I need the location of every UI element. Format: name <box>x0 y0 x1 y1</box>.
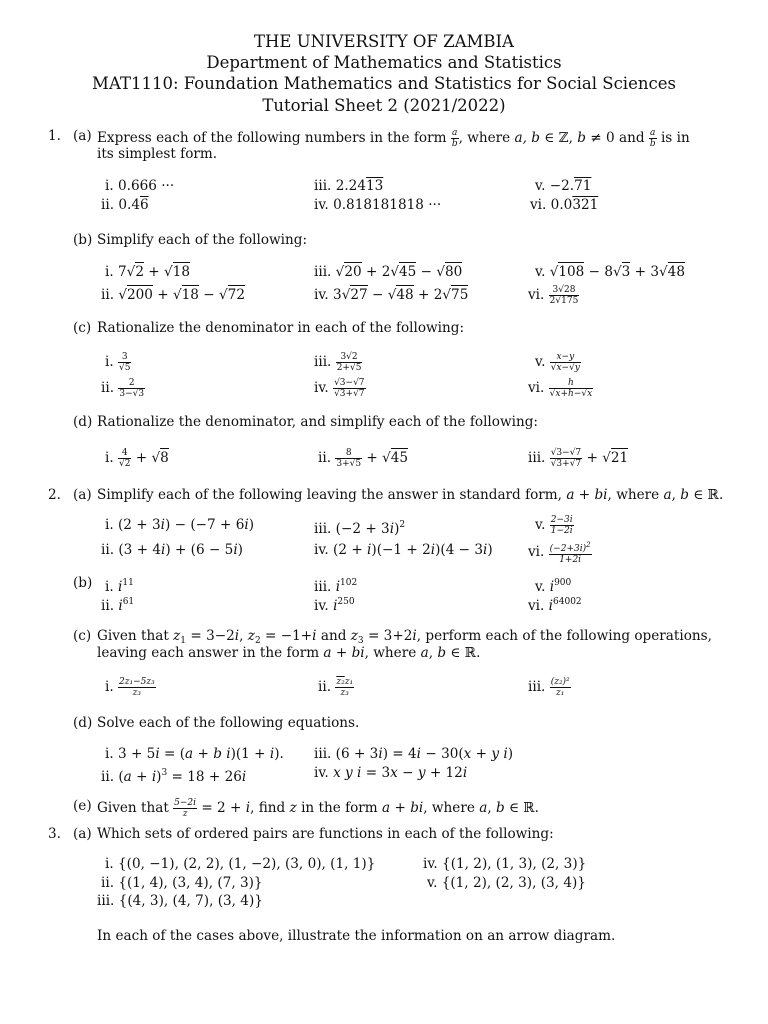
q2b-item-iii: iii. $i^{102}$ <box>314 578 358 595</box>
q2d-item-iii: iii. (6 + 3i) = 4i − 30(x + y i) <box>314 746 514 762</box>
q2a-label: (a) <box>73 487 92 503</box>
course-title: MAT1110: Foundation Mathematics and Statistics for Social Sciences <box>92 74 676 93</box>
q1c-item-i: i. $\frac{3}{√5}$ <box>105 352 131 373</box>
q1c-item-iv: iv. $\frac{√3-√7}{√3+√7}$ <box>314 378 365 399</box>
q1b-item-iv: iv. 3√27 − √48 + 2√75 <box>314 287 469 303</box>
q3a-item-iii: iii. {(4, 3), (4, 7), (3, 4)} <box>97 893 263 909</box>
q1a-instruction: Express each of the following numbers in the form $\frac{a}{b}$ , where a, b ∈ ℤ, b ≠ 0 and $\frac{a}{b}$ is in <box>97 128 690 149</box>
q1a-item-v: v. −2.71 <box>535 178 592 194</box>
q2c-instruction-line2: leaving each answer in the form a + bi, where a, b ∈ ℝ. <box>97 645 481 661</box>
q2c-item-i: i. $\frac{\text{2z₁−5z₃}}{\text{z₃}}$ <box>105 677 155 698</box>
q2d-item-ii: ii. $(a + i)^3 = 18 + 26i$ <box>101 768 247 785</box>
q3a-label: (a) <box>73 826 92 842</box>
q1b-item-i: i. 7√2 + √18 <box>105 264 190 280</box>
q1b-instruction: Simplify each of the following: <box>97 232 308 248</box>
q3a-instruction: Which sets of ordered pairs are functions in each of the following: <box>97 826 554 842</box>
q2a-item-vi: vi. $\frac{(-2+3i)^2}{1+2i}$ <box>528 541 591 565</box>
q2b-label: (b) <box>73 575 93 591</box>
q3a-item-i: i. {(0, −1), (2, 2), (1, −2), (3, 0), (1, 1)} <box>105 856 376 872</box>
q1c-item-v: v. $\frac{x-y}{√x-√y}$ <box>535 352 580 373</box>
q2d-label: (d) <box>73 715 93 731</box>
university-title: THE UNIVERSITY OF ZAMBIA <box>254 32 514 51</box>
q1c-label: (c) <box>73 320 92 336</box>
q2b-item-v: v. $i^{900}$ <box>535 578 572 595</box>
q1d-item-ii: ii. $\frac{8}{3+√5}$ + √45 <box>318 448 409 469</box>
q1c-instruction: Rationalize the denominator in each of the following: <box>97 320 465 336</box>
q3a-item-iv: iv. {(1, 2), (1, 3), (2, 3)} <box>423 856 587 872</box>
q2c-item-ii: ii. $\frac{\text{z₂z₁}}{\text{z₃}}$ <box>318 677 354 698</box>
q1a-label: (a) <box>73 128 92 144</box>
q1d-instruction: Rationalize the denominator, and simplify each of the following: <box>97 414 538 430</box>
q2b-item-i: i. $i^{11}$ <box>105 578 134 595</box>
q1c-item-iii: iii. $\frac{3√2}{2+√5}$ <box>314 352 362 373</box>
q1a-instruction-line2: its simplest form. <box>97 146 218 162</box>
q2a-item-iii: iii. $(-2 + 3i)^2$ <box>314 520 406 537</box>
q2a-item-ii: ii. (3 + 4i) + (6 − 5i) <box>101 542 243 558</box>
q3a-note: In each of the cases above, illustrate the information on an arrow diagram. <box>97 928 616 944</box>
q2a-item-i: i. (2 + 3i) − (−7 + 6i) <box>105 517 255 533</box>
q2c-item-iii: iii. $\frac{\text{(z₂)²}}{\text{z₁}}$ <box>528 677 570 698</box>
q1b-item-iii: iii. √20 + 2√45 − √80 <box>314 264 463 280</box>
q1a-item-vi: vi. 0.0321 <box>530 197 599 213</box>
q1d-label: (d) <box>73 414 93 430</box>
q2a-instruction: Simplify each of the following leaving the answer in standard form, a + bi, where a, b ∈ ℝ. <box>97 487 724 503</box>
q2c-instruction: Given that $z_1 = 3-2i$, $z_2 = -1+i$ and $z_3 = 3+2i$, perform each of the following operations, <box>97 628 712 646</box>
question-1-number: 1. <box>48 128 61 144</box>
q1b-item-v: v. √108 − 8√3 + 3√48 <box>535 264 685 280</box>
q1b-item-vi: vi. $\frac{3√28}{2√175}$ <box>528 285 579 306</box>
q2b-item-ii: ii. $i^{61}$ <box>101 597 135 614</box>
q2d-item-iv: iv. x y i = 3x − y + 12i <box>314 765 468 781</box>
q1c-item-vi: vi. $\frac{h}{√x+h-√x}$ <box>528 378 593 399</box>
sheet-title: Tutorial Sheet 2 (2021/2022) <box>262 96 506 115</box>
q3a-item-v: v. {(1, 2), (2, 3), (3, 4)} <box>427 875 586 891</box>
q1d-item-i: i. $\frac{4}{√2}$ + √8 <box>105 448 169 469</box>
q1b-label: (b) <box>73 232 93 248</box>
question-3-number: 3. <box>48 826 61 842</box>
q2d-item-i: i. 3 + 5i = (a + b i)(1 + i). <box>105 746 284 762</box>
q1b-item-ii: ii. √200 + √18 − √72 <box>101 287 245 303</box>
q2c-label: (c) <box>73 628 92 644</box>
q3a-item-ii: ii. {(1, 4), (3, 4), (7, 3)} <box>101 875 263 891</box>
question-2-number: 2. <box>48 487 61 503</box>
q2b-item-vi: vi. $i^{64002}$ <box>528 597 582 614</box>
q2a-item-iv: iv. (2 + i)(−1 + 2i)(4 − 3i) <box>314 542 493 558</box>
q1c-item-ii: ii. $\frac{2}{3-√3}$ <box>101 378 145 399</box>
q2e-instruction: Given that $\frac{5-2i}{z}$ = 2 + i, find z in the form a + bi, where a, b ∈ ℝ. <box>97 798 539 819</box>
department-title: Department of Mathematics and Statistics <box>206 53 562 72</box>
q1d-item-iii: iii. $\frac{√3-√7}{√3+√7}$ + √21 <box>528 448 629 469</box>
q2e-label: (e) <box>73 798 92 814</box>
q2d-instruction: Solve each of the following equations. <box>97 715 360 731</box>
q1a-item-ii: ii. 0.46 <box>101 197 149 213</box>
q1a-item-i: i. 0.666 ··· <box>105 178 175 194</box>
q2a-item-v: v. $\frac{2-3i}{1-2i}$ <box>535 515 573 536</box>
q1a-item-iv: iv. 0.818181818 ··· <box>314 197 442 213</box>
q2b-item-iv: iv. $i^{250}$ <box>314 597 355 614</box>
q1a-item-iii: iii. 2.2413 <box>314 178 384 194</box>
